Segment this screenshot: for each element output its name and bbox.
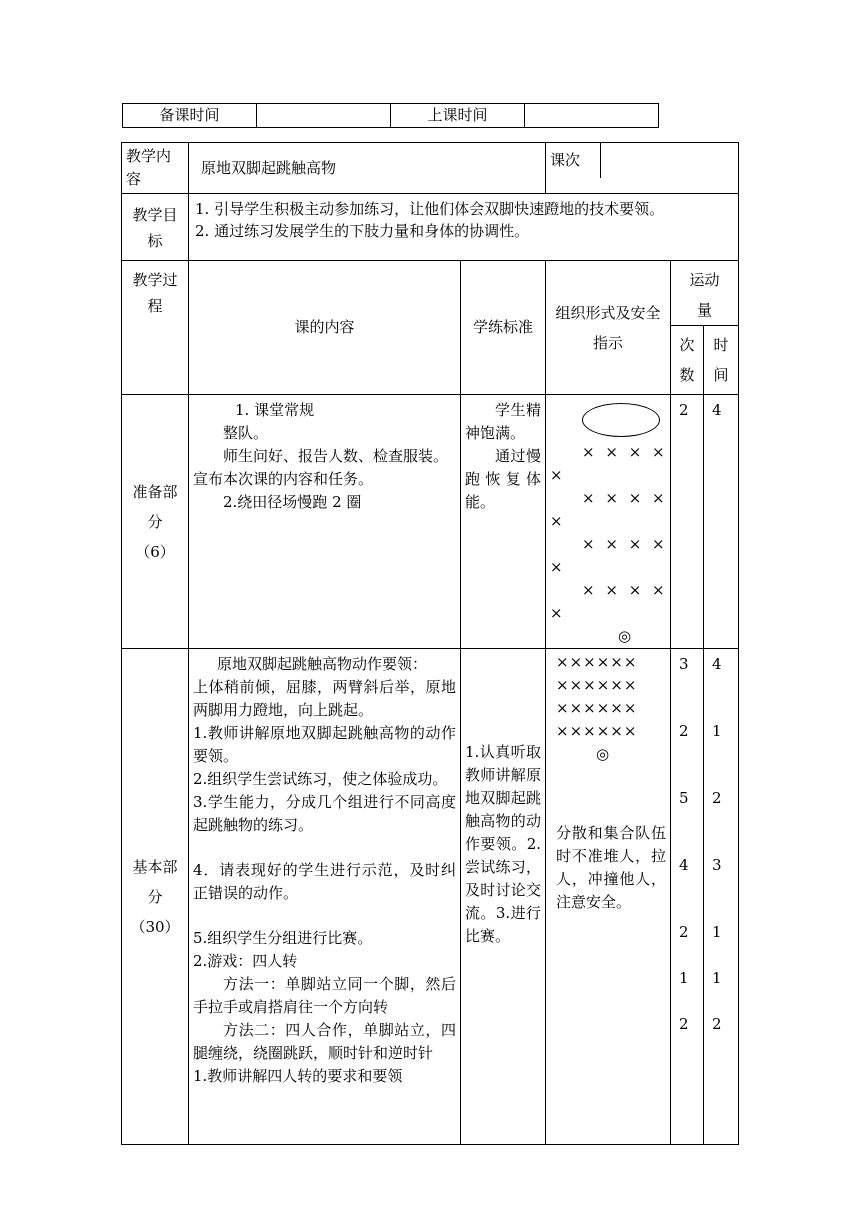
basic-item: 3.学生能力，分成几个组进行不同高度起跳触物的练习。 (193, 793, 456, 834)
duration-header: 时间 (704, 326, 739, 395)
formation-row: × × × × (582, 581, 668, 599)
formation-row: ×××××× (556, 722, 638, 740)
formation-row: × × × × (582, 535, 668, 553)
formation-row: × × × × (582, 443, 668, 461)
basic-minutes: （30） (130, 917, 180, 936)
basic-item: 4．请表现好的学生进行示范，及时纠正错误的动作。 (193, 861, 456, 902)
class-time-label: 上课时间 (391, 104, 525, 128)
basic-duration: 4 1 2 3 1 1 2 (704, 649, 739, 1145)
lesson-plan-table (121, 142, 739, 1145)
process-header: 教学过程 (122, 261, 189, 395)
prep-standard (461, 395, 546, 649)
times-header: 次数 (671, 326, 704, 395)
formation-row: × × × × (582, 489, 668, 507)
prep-standard-2: 通过慢跑恢复体能。 (465, 447, 542, 511)
formation-row: × (550, 604, 566, 622)
formation-row: × (550, 558, 566, 576)
class-time-value[interactable] (525, 104, 659, 128)
basic-item: 上体稍前倾，屈膝，两臂斜后举，原地两脚用力蹬地，向上跳起。 (193, 678, 456, 719)
content-header: 课的内容 (189, 261, 461, 395)
lesson-time-table (122, 103, 659, 128)
field-ellipse-shape (582, 403, 660, 437)
formation-row: ×××××× (556, 699, 638, 717)
prep-item-1: 1. 课堂常规 (235, 401, 315, 419)
prep-time-label: 备课时间 (123, 104, 257, 128)
goal-label: 教学目标 (122, 194, 189, 261)
session-value[interactable] (601, 143, 738, 178)
prep-item-4: 宣布本次课的内容和任务。 (193, 470, 374, 488)
formation-row: ×××××× (556, 653, 638, 671)
basic-times: 3 2 5 4 2 1 2 (671, 649, 704, 1145)
formation-row: × (550, 466, 566, 484)
prep-duration: 4 (704, 395, 739, 649)
basic-item: 方法二：四人合作，单脚站立，四腿缠绕，绕圈跳跃，顺时针和逆时针 (193, 1021, 456, 1062)
formation-row: ×××××× (556, 676, 638, 694)
basic-item: 1.教师讲解四人转的要求和要领 (193, 1067, 403, 1085)
prep-section-label (122, 395, 189, 649)
basic-item: 方法一：单脚站立同一个脚，然后手拉手或肩搭肩往一个方向转 (193, 975, 456, 1016)
basic-content (189, 649, 461, 1145)
content-label: 教学内容 (122, 143, 189, 194)
safety-note: 分散和集合队伍时不准堆人，拉人，冲撞他人，注意安全。 (556, 824, 667, 911)
basic-item: 2.组织学生尝试练习，使之体验成功。 (193, 770, 448, 788)
goal-1: 1. 引导学生积极主动参加练习，让他们体会双脚快速蹬地的技术要领。 (195, 200, 665, 218)
basic-item: 1.教师讲解原地双脚起跳触高物的动作要领。 (193, 724, 456, 765)
basic-item: 原地双脚起跳触高物动作要领： (217, 655, 428, 673)
prep-time-value[interactable] (257, 104, 391, 128)
content-value: 原地双脚起跳触高物 (189, 143, 546, 194)
formation-row: × (550, 512, 566, 530)
basic-standard: 1.认真听取教师讲解原地双脚起跳触高物的动作要领。2.尝试练习，及时讨论交流。3.进行比赛。 (461, 649, 546, 1145)
basic-item: 5.组织学生分组进行比赛。 (193, 929, 373, 947)
organization-header: 组织形式及安全指示 (546, 261, 671, 395)
standard-header: 学练标准 (461, 261, 546, 395)
prep-item-2: 整队。 (223, 424, 269, 442)
basic-section-label (122, 649, 189, 1145)
prep-minutes: （6） (135, 542, 175, 561)
load-header: 运动量 (671, 261, 739, 326)
prep-item-3: 师生问好、报告人数、检查服装。 (223, 447, 449, 465)
prep-times: 2 (671, 395, 704, 649)
basic-name: 基本部分 (132, 857, 178, 906)
prep-content (189, 395, 461, 649)
goal-2: 2. 通过练习发展学生的下肢力量和身体的协调性。 (195, 222, 530, 240)
prep-formation (546, 395, 671, 649)
prep-item-5: 2.绕田径场慢跑 2 圈 (223, 493, 362, 511)
prep-name: 准备部分 (132, 482, 178, 531)
prep-standard-1: 学生精神饱满。 (465, 401, 542, 442)
basic-item: 2.游戏：四人转 (193, 952, 298, 970)
teacher-position-icon: ◎ (596, 745, 611, 763)
teacher-position-icon: ◎ (618, 627, 632, 645)
basic-formation (546, 649, 671, 1145)
session-label: 课次 (546, 143, 601, 178)
